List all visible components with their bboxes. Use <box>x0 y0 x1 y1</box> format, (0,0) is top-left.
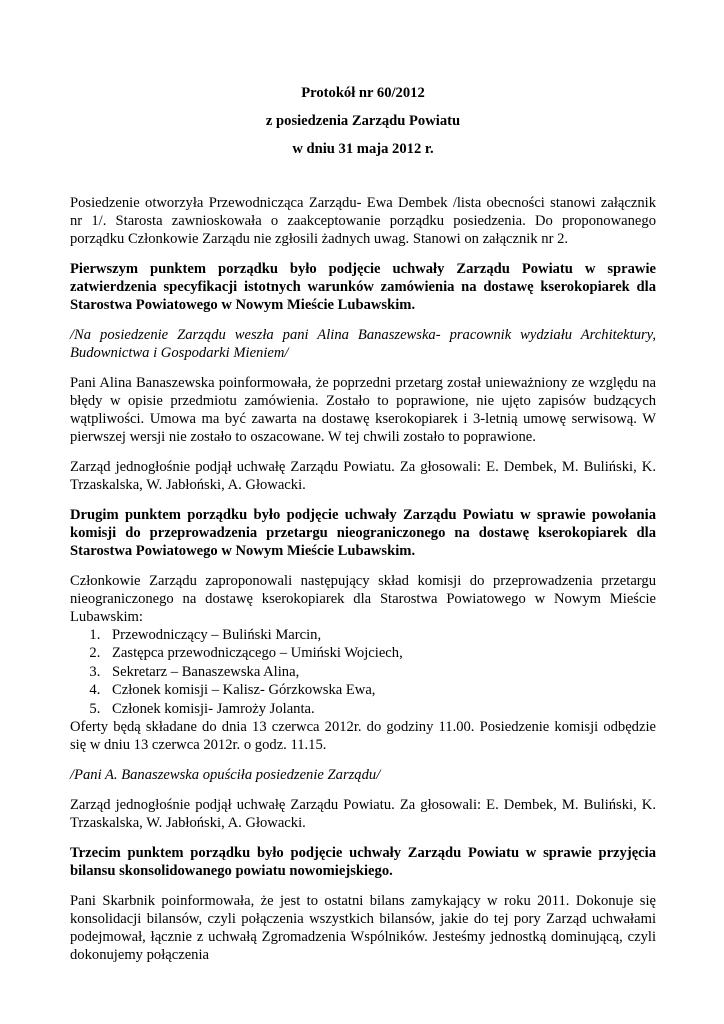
point3-text: Pani Skarbnik poinformowała, że jest to ostatni bilans zamykający w roku 2011. Dokonuje się konsolidacji bilansów, czyli połączenia wszystkich bilansów, jakie do tej pory Zarząd uchwałami podejmował, łącznie z uchwałą Zgromadzenia Wspólników. Jesteśmy jednostką dominującą, czyli dokonujemy połączenia <box>70 893 656 964</box>
point2-offers: Oferty będą składane do dnia 13 czerwca 2012r. do godziny 11.00. Posiedzenie komisji odbędzie się w dniu 13 czerwca 2012r. o godz. 11.15. <box>70 719 656 754</box>
point2-heading: Drugim punktem porządku było podjęcie uchwały Zarządu Powiatu w sprawie powołania komisji do przeprowadzenia przetargu nieograniczonego na dostawę kserokopiarek dla Starostwa Powiatowego w Nowym Mieście Lubawskim. <box>70 507 656 559</box>
committee-member: 4. Członek komisji – Kalisz- Górzkowska Ewa, <box>104 681 656 699</box>
point2-text: Członkowie Zarządu zaproponowali następujący skład komisji do przeprowadzenia przetargu nieograniczonego na dostawę kserokopiarek dla Starostwa Powiatowego w Nowym Mieście Lubawskim: <box>70 573 656 625</box>
point1-note: /Na posiedzenie Zarządu weszła pani Alina Banaszewska- pracownik wydziału Architektury, Budownictwa i Gospodarki Mieniem/ <box>70 327 656 361</box>
point1-text: Pani Alina Banaszewska poinformowała, że poprzedni przetarg został unieważniony ze względu na błędy w opisie przedmiotu zamówienia. Zostało to poprawione, nie ujęto zapisów budzących wątpliwości. Umowa ma być zawarta na dostawę kserokopiarek i 3-letnią umowę serwisową. W pierwszej wersji nie zostało to oszacowane. W tej chwili zostało to poprawione. <box>70 375 656 445</box>
document-title: Protokół nr 60/2012 <box>301 85 425 101</box>
committee-member: 1. Przewodniczący – Buliński Marcin, <box>104 626 656 644</box>
committee-member: 2. Zastępca przewodniczącego – Umiński Wojciech, <box>104 644 656 662</box>
document-subtitle: z posiedzenia Zarządu Powiatu <box>265 113 461 129</box>
committee-list <box>70 626 656 718</box>
point1-vote: Zarząd jednogłośnie podjął uchwałę Zarządu Powiatu. Za głosowali: E. Dembek, M. Buliński, K. Trzaskalska, W. Jabłoński, A. Głowacki. <box>70 459 656 493</box>
point3-heading: Trzecim punktem porządku było podjęcie uchwały Zarządu Powiatu w sprawie przyjęcia bilansu skonsolidowanego powiatu nowomiejskiego. <box>70 845 656 880</box>
document-page <box>70 84 656 964</box>
point2-vote: Zarząd jednogłośnie podjął uchwałę Zarządu Powiatu. Za głosowali: E. Dembek, M. Buliński, K. Trzaskalska, W. Jabłoński, A. Głowacki. <box>70 797 656 832</box>
point1-heading: Pierwszym punktem porządku było podjęcie uchwały Zarządu Powiatu w sprawie zatwierdzenia specyfikacji istotnych warunków zamówienia na dostawę kserokopiarek dla Starostwa Powiatowego w Nowym Mieście Lubawskim. <box>70 261 656 313</box>
point2-note: /Pani A. Banaszewska opuściła posiedzenie Zarządu/ <box>70 767 381 784</box>
intro-paragraph: Posiedzenie otworzyła Przewodnicząca Zarządu- Ewa Dembek /lista obecności stanowi załącznik nr 1/. Starosta zawnioskowała o zaakceptowanie porządku posiedzenia. Do proponowanego porządku Członkowie Zarządu nie zgłosili żadnych uwag. Stanowi on załącznik nr 2. <box>70 195 656 247</box>
document-date: w dniu 31 maja 2012 r. <box>292 141 434 157</box>
committee-member: 5. Członek komisji- Jamroży Jolanta. <box>104 700 656 718</box>
committee-member: 3. Sekretarz – Banaszewska Alina, <box>104 663 656 681</box>
